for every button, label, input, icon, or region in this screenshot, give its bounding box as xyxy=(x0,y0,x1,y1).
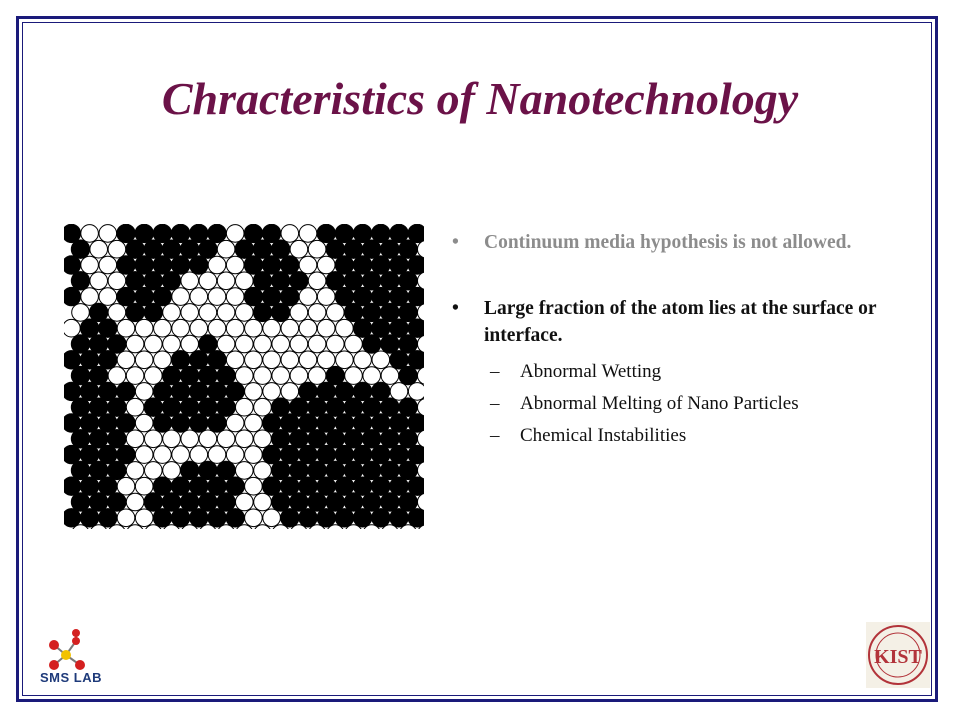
filled-atom xyxy=(271,303,290,322)
hollow-atom xyxy=(126,493,144,511)
filled-atom xyxy=(80,508,99,527)
filled-atom xyxy=(317,508,336,527)
hollow-atom xyxy=(135,319,153,337)
hollow-atom xyxy=(117,509,135,527)
hollow-atom xyxy=(408,383,424,401)
hollow-atom xyxy=(181,304,199,322)
hollow-atom xyxy=(354,351,372,369)
bullet-glyph: • xyxy=(452,232,459,253)
hollow-atom xyxy=(226,256,244,274)
hollow-atom xyxy=(108,304,126,322)
hollow-atom xyxy=(363,367,381,385)
hollow-atom xyxy=(254,493,272,511)
hollow-atom xyxy=(190,319,208,337)
hollow-atom xyxy=(199,430,217,448)
hollow-atom xyxy=(163,304,181,322)
hollow-atom xyxy=(126,335,144,353)
hollow-atom xyxy=(135,414,153,432)
hollow-atom xyxy=(308,335,326,353)
filled-atom xyxy=(208,508,227,527)
hollow-atom xyxy=(308,304,326,322)
filled-atom xyxy=(126,303,145,322)
hollow-atom xyxy=(254,430,272,448)
hollow-atom xyxy=(336,351,354,369)
hollow-atom xyxy=(217,335,235,353)
hollow-atom xyxy=(145,367,163,385)
hollow-atom xyxy=(317,351,335,369)
bullet-glyph: • xyxy=(452,298,459,320)
hollow-atom xyxy=(236,304,254,322)
hollow-atom xyxy=(226,351,244,369)
dash-glyph: – xyxy=(490,392,500,414)
hollow-atom xyxy=(208,319,226,337)
filled-atom xyxy=(171,508,190,527)
hollow-atom xyxy=(199,304,217,322)
hollow-atom xyxy=(263,319,281,337)
hollow-atom xyxy=(317,288,335,306)
hollow-atom xyxy=(135,477,153,495)
hollow-atom xyxy=(281,351,299,369)
filled-atom xyxy=(189,414,208,433)
hollow-atom xyxy=(163,462,181,480)
sms-lab-label: SMS LAB xyxy=(40,670,102,685)
hollow-atom xyxy=(64,319,80,337)
hollow-atom xyxy=(245,509,263,527)
filled-atom xyxy=(362,335,381,354)
filled-atom xyxy=(371,508,390,527)
hollow-atom xyxy=(290,367,308,385)
hollow-atom xyxy=(245,351,263,369)
atom-particle-figure xyxy=(64,224,424,529)
hollow-atom xyxy=(154,319,172,337)
hollow-atom xyxy=(236,398,254,416)
filled-atom xyxy=(189,508,208,527)
filled-atom xyxy=(408,508,424,527)
hollow-atom xyxy=(208,256,226,274)
kist-seal-text: KIST xyxy=(874,646,922,668)
hollow-atom xyxy=(126,462,144,480)
hollow-atom xyxy=(263,351,281,369)
sub-list xyxy=(452,361,912,447)
filled-atom xyxy=(153,414,172,433)
filled-atom xyxy=(299,508,318,527)
hollow-atom xyxy=(308,240,326,258)
hollow-atom xyxy=(108,367,126,385)
hollow-atom xyxy=(372,351,390,369)
hollow-atom xyxy=(81,288,99,306)
hollow-atom xyxy=(163,335,181,353)
hollow-atom xyxy=(99,225,117,243)
hollow-atom xyxy=(254,398,272,416)
hollow-atom xyxy=(281,319,299,337)
kist-seal-icon xyxy=(866,622,930,688)
hollow-atom xyxy=(135,446,153,464)
hollow-atom xyxy=(308,272,326,290)
hollow-atom xyxy=(299,351,317,369)
hollow-atom xyxy=(181,430,199,448)
hollow-atom xyxy=(90,272,108,290)
hollow-atom xyxy=(263,509,281,527)
hollow-atom xyxy=(236,493,254,511)
bullet-text: Large fraction of the atom lies at the surface or interface. xyxy=(484,298,877,346)
hollow-atom xyxy=(236,462,254,480)
dash-glyph: – xyxy=(490,424,500,446)
filled-atom xyxy=(98,508,117,527)
hollow-atom xyxy=(254,462,272,480)
hollow-atom xyxy=(172,288,190,306)
hollow-atom xyxy=(290,304,308,322)
hollow-atom xyxy=(226,225,244,243)
hollow-atom xyxy=(190,288,208,306)
hollow-atom xyxy=(135,351,153,369)
filled-atom xyxy=(64,287,81,306)
filled-atom xyxy=(280,508,299,527)
filled-atom xyxy=(353,508,372,527)
hollow-atom xyxy=(245,319,263,337)
hollow-atom xyxy=(199,272,217,290)
hollow-atom xyxy=(145,430,163,448)
bullet-continuum xyxy=(452,230,912,256)
filled-atom xyxy=(226,508,245,527)
filled-atom xyxy=(335,508,354,527)
hollow-atom xyxy=(327,304,345,322)
hollow-atom xyxy=(345,367,363,385)
hollow-atom xyxy=(163,430,181,448)
sub-item xyxy=(490,425,912,447)
hollow-atom xyxy=(154,351,172,369)
hollow-atom xyxy=(108,240,126,258)
hollow-atom xyxy=(299,319,317,337)
hollow-atom xyxy=(245,414,263,432)
hollow-atom xyxy=(208,288,226,306)
hollow-atom xyxy=(281,383,299,401)
hollow-atom xyxy=(217,272,235,290)
hollow-atom xyxy=(254,335,272,353)
hollow-atom xyxy=(90,240,108,258)
hollow-atom xyxy=(245,383,263,401)
hollow-atom xyxy=(254,367,272,385)
hollow-atom xyxy=(72,304,90,322)
filled-atom xyxy=(171,414,190,433)
bullet-list xyxy=(452,230,912,447)
hollow-atom xyxy=(226,446,244,464)
hollow-atom xyxy=(117,351,135,369)
filled-atom xyxy=(189,256,208,275)
hollow-atom xyxy=(126,398,144,416)
hollow-atom xyxy=(208,446,226,464)
sub-item-text: Abnormal Wetting xyxy=(520,360,662,382)
hollow-atom xyxy=(236,335,254,353)
hollow-atom xyxy=(154,446,172,464)
hollow-atom xyxy=(290,335,308,353)
hollow-atom xyxy=(135,383,153,401)
hollow-atom xyxy=(327,335,345,353)
filled-atom xyxy=(64,508,81,527)
hollow-atom xyxy=(81,225,99,243)
hollow-atom xyxy=(390,383,408,401)
filled-atom xyxy=(144,303,163,322)
hollow-atom xyxy=(317,256,335,274)
hollow-atom xyxy=(145,462,163,480)
bullet-surface-fraction xyxy=(452,296,912,349)
hollow-atom xyxy=(317,319,335,337)
hollow-atom xyxy=(145,335,163,353)
hollow-atom xyxy=(108,272,126,290)
hollow-atom xyxy=(217,304,235,322)
hollow-atom xyxy=(263,383,281,401)
sub-item-text: Abnormal Melting of Nano Particles xyxy=(520,392,799,414)
hollow-atom xyxy=(308,367,326,385)
hollow-atom xyxy=(217,240,235,258)
hollow-atom xyxy=(226,414,244,432)
hollow-atom xyxy=(181,272,199,290)
hollow-atom xyxy=(299,256,317,274)
hollow-atom xyxy=(181,335,199,353)
sub-item xyxy=(490,393,912,415)
sub-item-text: Chemical Instabilities xyxy=(520,424,687,446)
hollow-atom xyxy=(172,446,190,464)
hollow-atom xyxy=(381,367,399,385)
hollow-atom xyxy=(135,509,153,527)
hollow-atom xyxy=(99,256,117,274)
hollow-atom xyxy=(226,319,244,337)
filled-atom xyxy=(153,508,172,527)
filled-atom xyxy=(208,414,227,433)
hollow-atom xyxy=(281,225,299,243)
hollow-atom xyxy=(336,319,354,337)
hollow-atom xyxy=(226,288,244,306)
slide-title: Chracteristics of Nanotechnology xyxy=(161,73,799,124)
hollow-atom xyxy=(236,367,254,385)
hollow-atom xyxy=(117,319,135,337)
hollow-atom xyxy=(126,430,144,448)
hollow-atom xyxy=(217,430,235,448)
hollow-atom xyxy=(190,446,208,464)
filled-atom xyxy=(399,366,418,385)
dash-glyph: – xyxy=(490,360,500,382)
filled-atom xyxy=(390,508,409,527)
hollow-atom xyxy=(117,477,135,495)
hollow-atom xyxy=(126,367,144,385)
hollow-atom xyxy=(236,272,254,290)
hollow-atom xyxy=(236,430,254,448)
hollow-atom xyxy=(290,240,308,258)
hollow-atom xyxy=(81,256,99,274)
hollow-atom xyxy=(299,225,317,243)
hollow-atom xyxy=(272,335,290,353)
hollow-atom xyxy=(272,367,290,385)
hollow-atom xyxy=(245,477,263,495)
hollow-atom xyxy=(245,446,263,464)
hollow-atom xyxy=(99,288,117,306)
hollow-atom xyxy=(172,319,190,337)
bullet-text: Continuum media hypothesis is not allowed. xyxy=(484,232,852,253)
filled-atom xyxy=(253,303,272,322)
hollow-atom xyxy=(299,288,317,306)
hollow-atom xyxy=(345,335,363,353)
sub-item xyxy=(490,361,912,383)
